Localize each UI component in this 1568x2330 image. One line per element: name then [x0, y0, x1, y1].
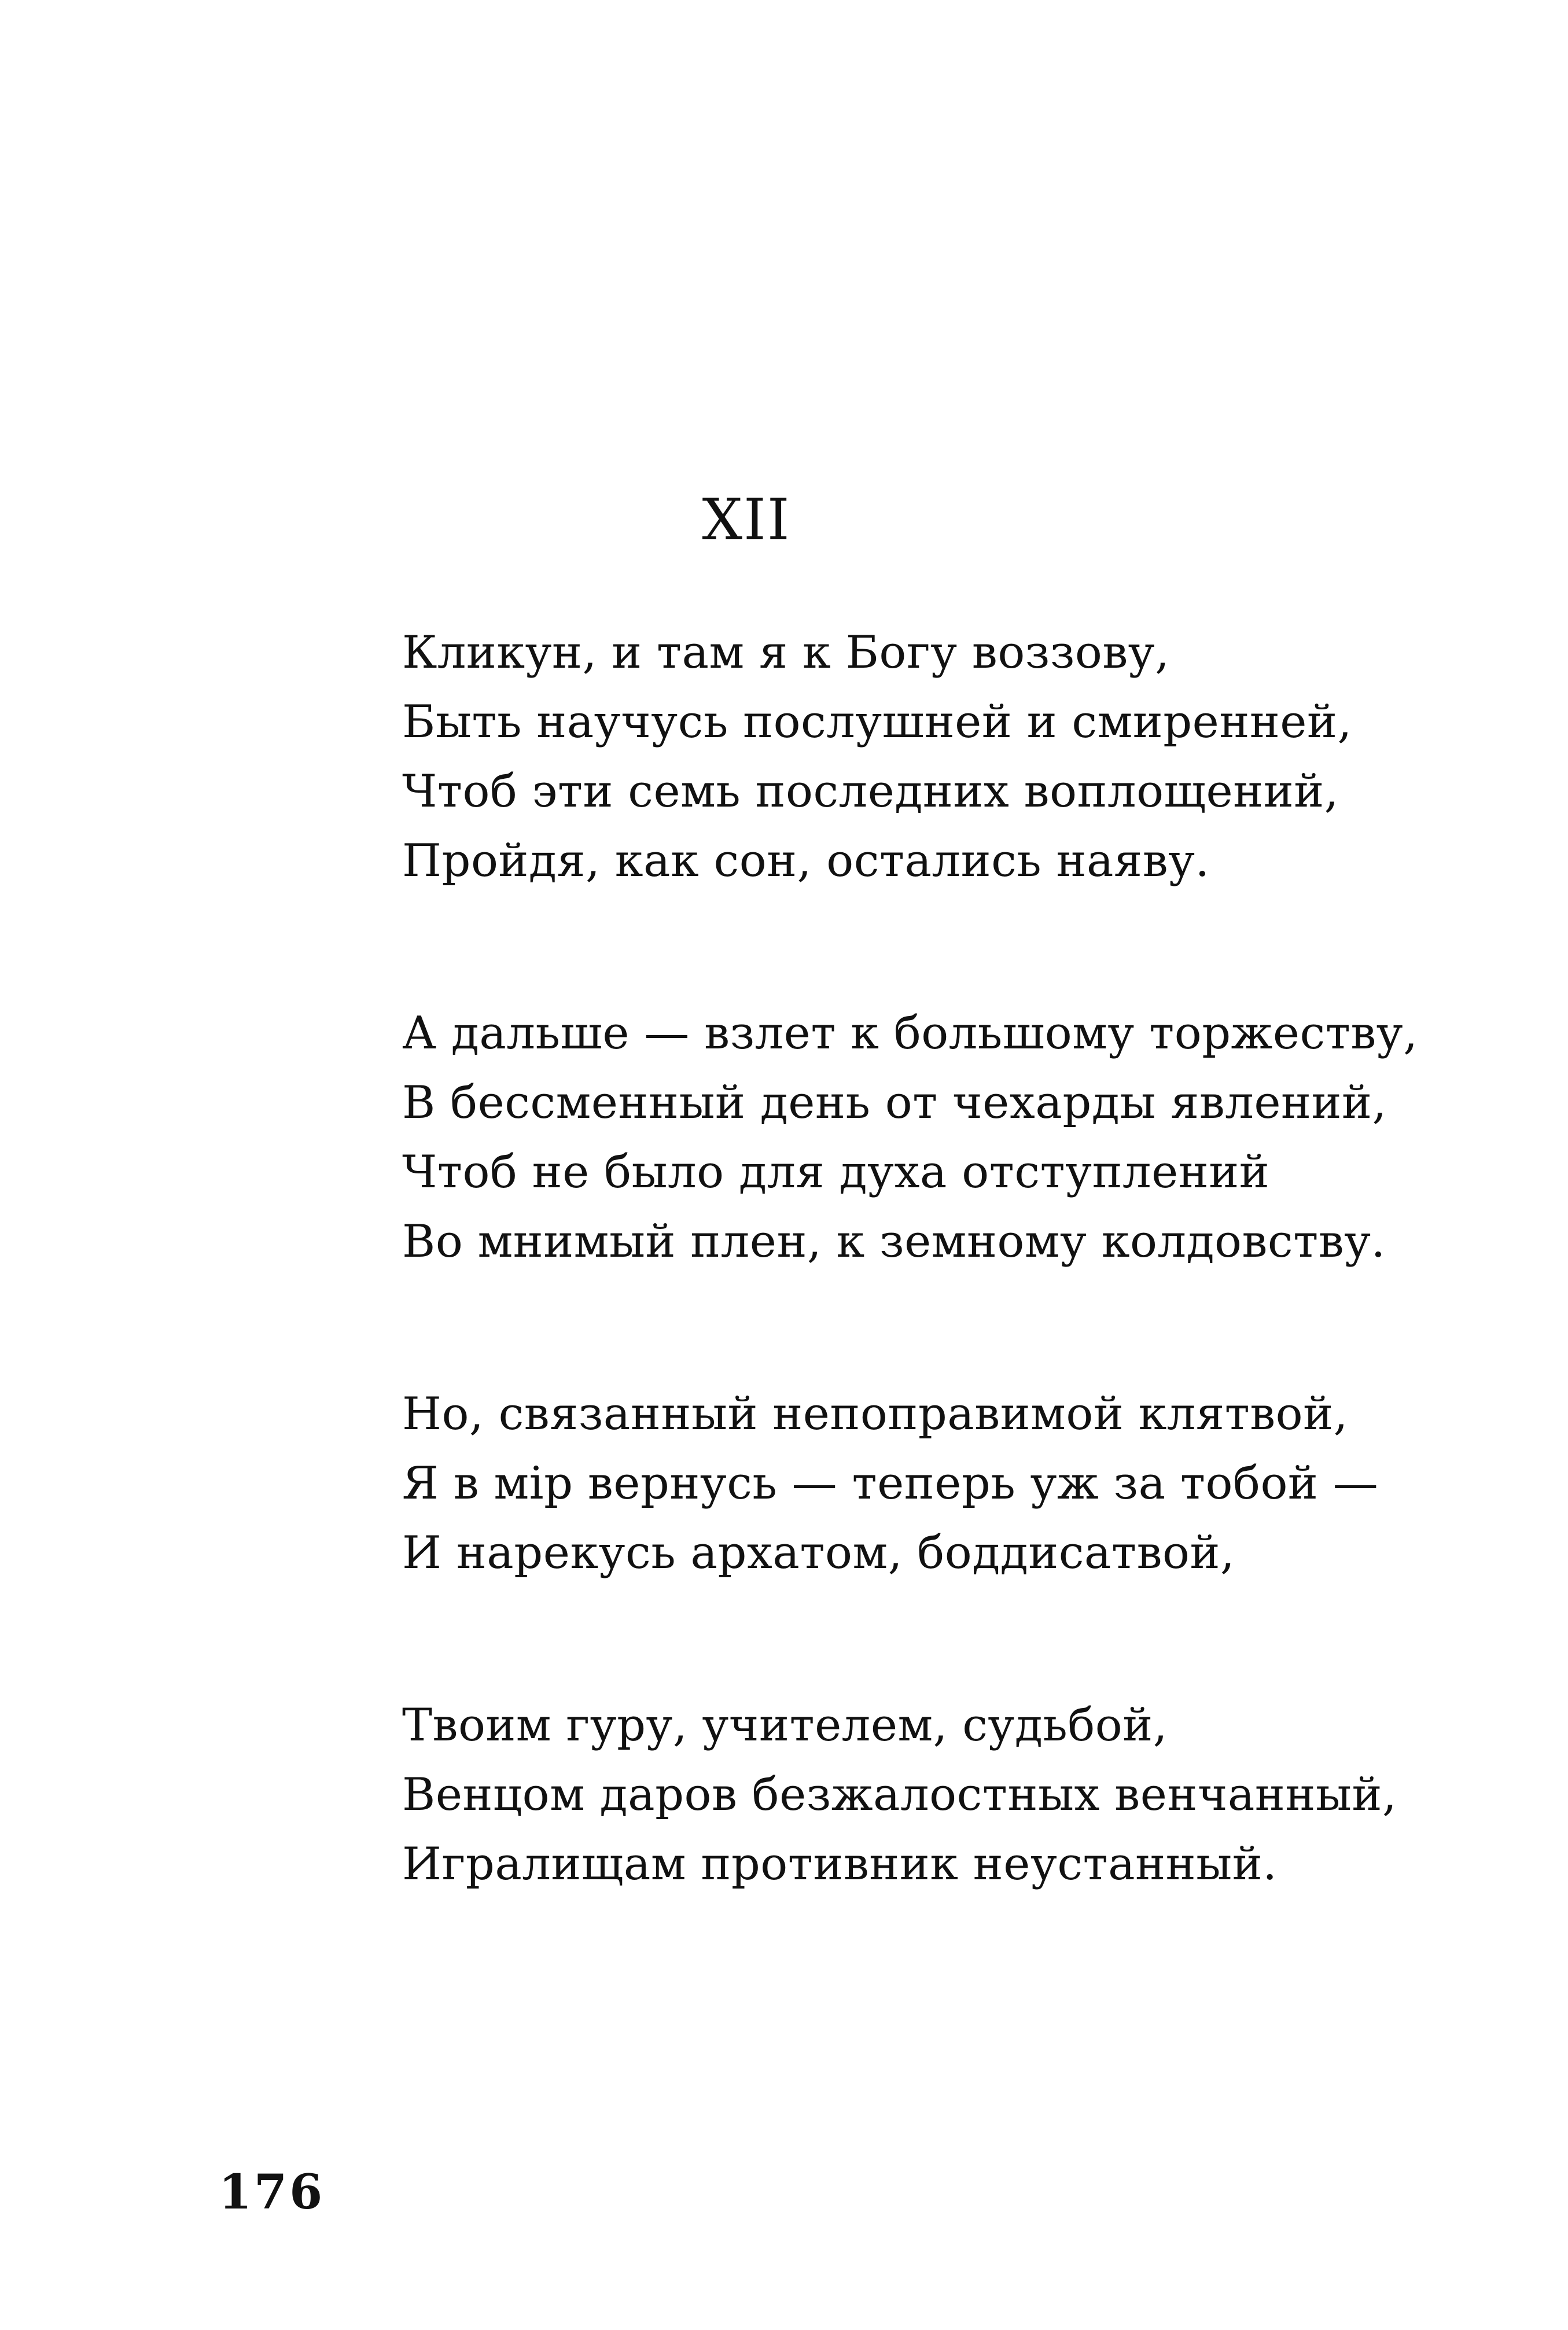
poem-line: Игралищам противник неустанный.: [402, 1838, 1278, 1890]
stanza-2: [402, 999, 1501, 1276]
poem-line: Я в міp вернусь — теперь уж за тобой —: [402, 1457, 1379, 1510]
poem-line: Венцом даров безжалостных венчанный,: [402, 1769, 1397, 1821]
poem-line: Но, связанный непоправимой клятвой,: [402, 1388, 1348, 1440]
poem-line: Кликун, и там я к Богу воззову,: [402, 627, 1170, 679]
poem-line: Чтоб не было для духа отступлений: [402, 1146, 1270, 1198]
poem-number: XII: [702, 487, 791, 553]
stanza-3: [402, 1379, 1501, 1588]
stanza-1: [402, 618, 1501, 896]
poem-line: В бессменный день от чехарды явлений,: [402, 1077, 1387, 1129]
poem-line: Быть научусь послушней и смиренней,: [402, 696, 1352, 748]
poem-line: И нарекусь архатом, боддисатвой,: [402, 1527, 1235, 1579]
poem-line: Чтоб эти семь последних воплощений,: [402, 765, 1339, 818]
poem-body: [402, 618, 1501, 1899]
poem-line: А дальше — взлет к большому торжеству,: [402, 1007, 1418, 1059]
poem-line: Во мнимый плен, к земному колдовству.: [402, 1216, 1386, 1268]
page-number: 176: [219, 2165, 325, 2220]
poem-line: Твоим гуру, учителем, судьбой,: [402, 1699, 1168, 1751]
poem-line: Пройдя, как сон, остались наяву.: [402, 835, 1210, 887]
stanza-4: [402, 1691, 1501, 1899]
